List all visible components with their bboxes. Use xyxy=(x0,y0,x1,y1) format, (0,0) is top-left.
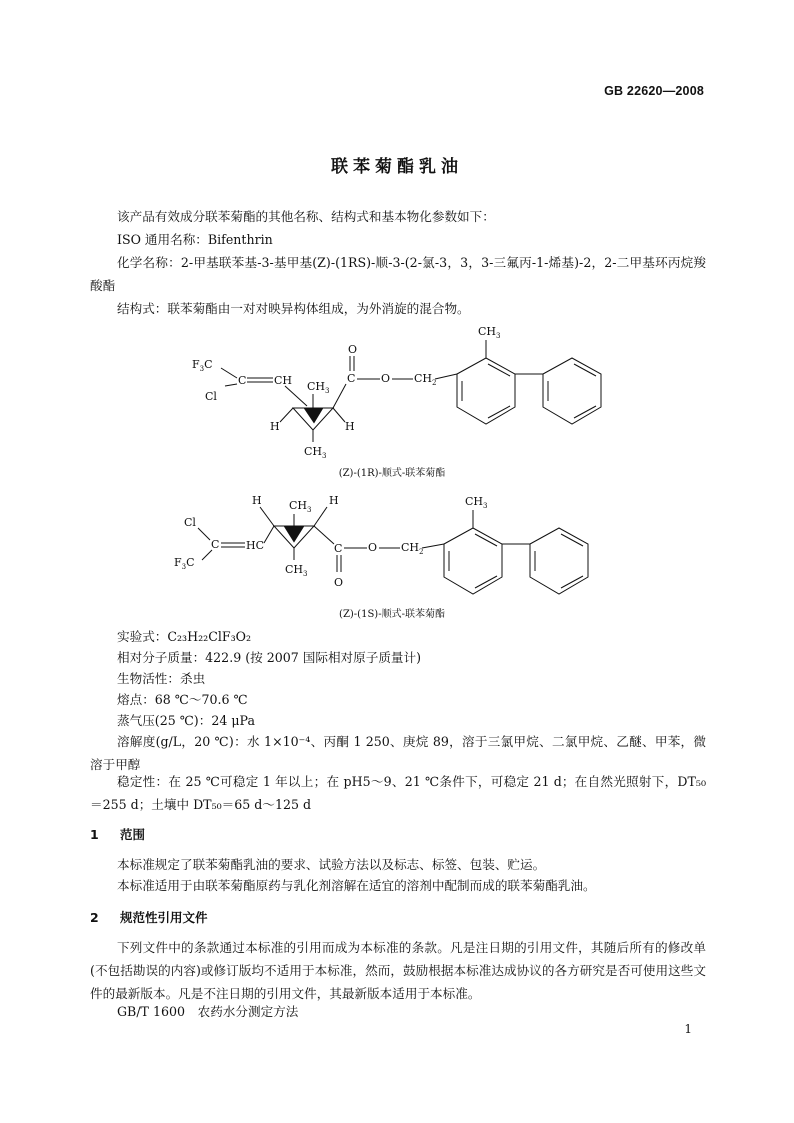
structure-description: 结构式：联苯菊酯由一对对映异构体组成，为外消旋的混合物。 xyxy=(117,301,470,316)
s2-cl: Cl xyxy=(184,516,196,529)
molecular-mass: 相对分子质量：422.9 (按 2007 国际相对原子质量计) xyxy=(117,650,422,665)
s1-o-ester: O xyxy=(381,372,391,385)
s2-f3c: $F_3C$ xyxy=(174,556,195,571)
s2-hc: HC xyxy=(246,539,265,552)
structure-1-caption: (Z)-(1R)-顺式-联苯菊酯 xyxy=(338,468,446,479)
stability: 稳定性：在 25 ℃可稳定 1 年以上；在 pH5～9、21 ℃条件下，可稳定 21 d；在自然光照射下，DT₅₀＝255 d；土壤中 DT₅₀＝65 d～125 d xyxy=(90,774,706,812)
formula: 实验式：C₂₃H₂₂ClF₃O₂ xyxy=(117,629,252,644)
s1-o-double: O xyxy=(348,343,358,356)
s1-h-left: H xyxy=(270,420,280,433)
s2-ch3-bottom: $CH_3$ xyxy=(285,563,308,578)
s1-ch: CH xyxy=(274,374,293,387)
document-title: 联苯菊酯乳油 xyxy=(331,157,463,177)
s1-ch3-top: $CH_3$ xyxy=(307,380,330,395)
structure-2-caption: (Z)-(1S)-顺式-联苯菊酯 xyxy=(339,609,445,620)
s2-h-left: H xyxy=(252,494,262,507)
s1-ch3-bottom: $CH_3$ xyxy=(304,445,327,460)
s1-ch3-ring: $CH_3$ xyxy=(478,325,501,340)
s2-carbonyl-c: C xyxy=(334,542,343,555)
s2-ch3-top: $CH_3$ xyxy=(289,499,312,514)
section-1-title: 范围 xyxy=(120,827,146,842)
vapor-pressure: 蒸气压(25 ℃)：24 μPa xyxy=(117,713,255,728)
chemical-name: 化学名称：2-甲基联苯基-3-基甲基(Z)-(1RS)-顺-3-(2-氯-3，3，3-三氟丙-1-烯基)-2，2-二甲基环丙烷羧酸酯 xyxy=(90,255,706,293)
section-2-number: 2 xyxy=(90,910,99,925)
s2-ch2: $CH_2$ xyxy=(401,541,424,556)
intro-line: 该产品有效成分联苯菊酯的其他名称、结构式和基本物化参数如下： xyxy=(117,209,495,224)
section-1-paragraph-1: 本标准规定了联苯菊酯乳油的要求、试验方法以及标志、标签、包装、贮运。 xyxy=(117,857,546,872)
s1-benzene-ring-2 xyxy=(543,358,601,424)
section-2-title: 规范性引用文件 xyxy=(120,910,208,925)
section-2-heading xyxy=(90,908,208,926)
s1-h-right: H xyxy=(345,420,355,433)
page-number: 1 xyxy=(684,1022,692,1036)
s2-benzene-ring-1 xyxy=(444,528,502,594)
s1-f3c: $F_3C$ xyxy=(192,358,213,373)
s2-h-right: H xyxy=(329,494,339,507)
s2-o-ester: O xyxy=(368,541,378,554)
reference-gb-t-1600: GB/T 1600 农药水分测定方法 xyxy=(117,1004,299,1019)
s1-benzene-ring-1 xyxy=(457,358,515,424)
iso-name: ISO 通用名称：Bifenthrin xyxy=(117,232,273,247)
s2-ch3-ring: $CH_3$ xyxy=(465,495,488,510)
section-2-paragraph-1: 下列文件中的条款通过本标准的引用而成为本标准的条款。凡是注日期的引用文件，其随后所有的修改单(不包括勘误的内容)或修订版均不适用于本标准，然而，鼓励根据本标准达成协议的各方研究是否可使用这些文件的最新版本。凡是不注日期的引用文件，其最新版本适用于本标准。 xyxy=(90,940,706,1001)
section-1-heading xyxy=(90,825,145,843)
structure-2-diagram xyxy=(172,488,602,618)
s2-benzene-ring-2 xyxy=(530,528,588,594)
structure-1-diagram xyxy=(185,318,615,463)
s2-o-double: O xyxy=(334,576,344,589)
section-1-paragraph-2: 本标准适用于由联苯菊酯原药与乳化剂溶解在适宜的溶剂中配制而成的联苯菊酯乳油。 xyxy=(117,878,596,893)
solubility: 溶解度(g/L，20 ℃)：水 1×10⁻⁴、丙酮 1 250、庚烷 89，溶于三氯甲烷、二氯甲烷、乙醚、甲苯，微溶于甲醇 xyxy=(90,734,706,772)
s1-c-eq: C xyxy=(238,374,247,387)
section-1-number: 1 xyxy=(90,827,99,842)
s1-ch2: $CH_2$ xyxy=(414,372,437,387)
s2-c-eq: C xyxy=(211,538,220,551)
s1-cl: Cl xyxy=(205,390,217,403)
standard-code: GB 22620—2008 xyxy=(604,84,704,98)
s1-carbonyl-c: C xyxy=(347,372,356,385)
bio-activity: 生物活性：杀虫 xyxy=(117,671,206,686)
melting-point: 熔点：68 ℃～70.6 ℃ xyxy=(117,692,248,707)
